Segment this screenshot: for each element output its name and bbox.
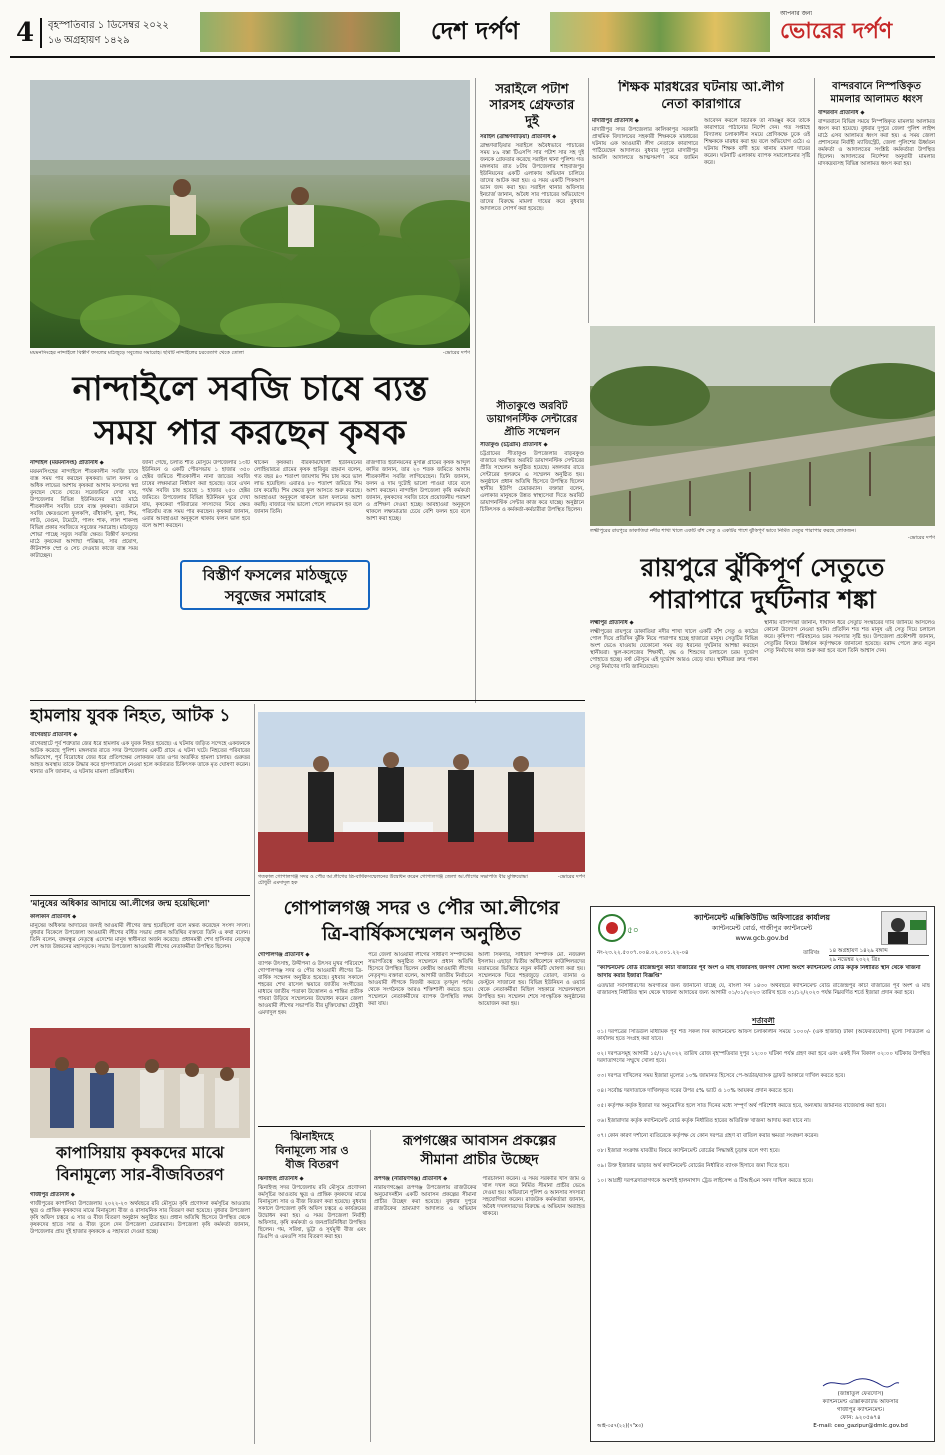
notice-portrait (881, 911, 927, 945)
shikkhok-text: মাদারীপুর সদর উপজেলার কালিকাপুর সরকারি প্রাথমিক বিদ্যালয়ের সহকারী শিক্ষককে মারধরের ঘটনায় এক আওয়ামী লীগ নেতাকে কারাগারে পাঠিয়েছেন আদালত। বুধবার দুপুরে মাদারীপুর আমলি আদালতে আত্মসমর্পণ করে জামিন আবেদন করলে বিচারক তা নামঞ্জুর করে তাকে কারাগারে পাঠানোর নির্দেশ দেন। গত সপ্তাহে বিদ্যালয় চলাকালীন সময়ে শ্রেণিকক্ষে ঢুকে ওই শিক্ষককে মারধর করা হয় বলে অভিযোগ ওঠে। এ ঘটনায় শিক্ষক বাদী হয়ে থানায় মামলা দায়ের করেন। ঘটনাটি এলাকায় ব্যাপক সমালোচনার সৃষ্টি করে। (592, 118, 810, 166)
condition-item: ০৩। দরপত্র দাখিলের সময় ইজারা মূল্যের ১০% জামানত হিসেবে পে-অর্ডার/ব্যাংক ড্রাফট আকারে দাখিল করতে হবে। (597, 1073, 846, 1079)
raipur-col-2-text: স্থানীয় বাসিন্দারা জানান, দীর্ঘদিন ধরে সেতুটি সংস্কারের দাবি জানিয়ে আসলেও কোনো উদ্যোগ নেওয়া হয়নি। প্রতিদিন শত শত মানুষ এই সেতু দিয়ে চলাচল করে। কৃষিপণ্য পরিবহনেও চরম সমস্যার সৃষ্টি হয়। উপজেলা প্রকৌশলী জানান, সেতুটির বিষয়ে ঊর্ধ্বতন কর্তৃপক্ষকে জানানো হয়েছে। বরাদ্দ পেলে দ্রুত নতুন সেতু নির্মাণের কাজ শুরু করা হবে বলে তিনি আশ্বাস দেন। (764, 620, 935, 654)
gopalganj-col-3-text: আলী সিকদার, সাধারণ সম্পাদক মো. নজরুল ইসলাম। এছাড়া দ্বিতীয় অধিবেশনে কাউন্সিলরদের মতামতের ভিত্তিতে নতুন কমিটি ঘোষণা করা হয়। সম্মেলনকে ঘিরে শহরজুড়ে তোরণ, ব্যানার ও ফেস্টুনে সাজানো হয়। বিভিন্ন ইউনিয়ন ও ওয়ার্ড থেকে নেতাকর্মীরা মিছিল সহকারে সম্মেলনস্থলে উপস্থিত হন। সম্মেলন শেষে সাংস্কৃতিক অনুষ্ঠানের আয়োজন করা হয়। (478, 952, 585, 1007)
paper-name: ভোরের দর্পণ (780, 18, 893, 44)
gopalganj-photo (258, 712, 585, 872)
saraile-body (480, 134, 584, 396)
lead-byline: নান্দাইল (ময়মনসিংহ) প্রতিনিধি ◆ (30, 460, 104, 466)
kapasia-text: গাজীপুরের কাপাসিয়া উপজেলায় ২০২২-২৩ অর্থবছরে রবি মৌসুমে কৃষি প্রণোদনা কর্মসূচির আওতায় ক্ষুদ্র ও প্রান্তিক কৃষকদের মাঝে বিনামূল্যে বীজ ও রাসায়নিক সার বিতরণ করা হয়েছে। বুধবার উপজেলা কৃষি অফিস চত্বরে এ সার ও বীজ বিতরণ অনুষ্ঠান অনুষ্ঠিত হয়। প্রধান অতিথি হিসেবে উপস্থিত থেকে কৃষকদের হাতে সার ও বীজ তুলে দেন উপজেলা চেয়ারম্যান। উপজেলা কৃষি কর্মকর্তা জানান, উপজেলার প্রায় দুই হাজার কৃষককে এ সহায়তা দেওয়া হচ্ছে। (30, 1200, 250, 1235)
rupganj-text: নারায়ণগঞ্জের রূপগঞ্জ উপজেলায় রাজউকের অনুমোদনহীন একটি আবাসন প্রকল্পের সীমানা প্রাচীর উচ্ছেদ করা হয়েছে। বুধবার দুপুরে রাজউকের ভ্রাম্যমাণ আদালত এ অভিযান পরিচালনা করেন। এ সময় সরকারি খাস জমি ও খাল দখল করে নির্মিত সীমানা প্রাচীর ভেঙে দেওয়া হয়। অভিযানে পুলিশ ও আনসার সদস্যরা সহযোগিতা করেন। রাজউক কর্মকর্তারা জানান, অবৈধ দখলদারদের বিরুদ্ধে এ অভিযান অব্যাহত থাকবে। (374, 1176, 585, 1217)
raipur-headline-1: রায়পুরে ঝুঁকিপূর্ণ সেতুতে (640, 553, 885, 582)
lead-photo-credit: -ভোরের দর্পণ (442, 350, 470, 356)
notice-phone: ফোন: ৯২০৫৬৭৪ (840, 1415, 881, 1421)
rupganj-byline: রূপগঞ্জ (নারায়ণগঞ্জ) প্রতিনিধি ◆ (374, 1176, 448, 1182)
sitakunda-body (480, 442, 584, 702)
notice-date-label: তারিখঃ (803, 950, 820, 956)
lead-photo-caption: ময়মনসিংহের নান্দাইলে বিস্তীর্ণ ফসলের মাঠজুড়ে সবুজের সমারোহ। ছবিটি নান্দাইলের চরবেতাগ থেকে তোলা (30, 350, 244, 356)
condition-item: ০২। দরপত্রসমূহ আগামী ১৫/১২/২০২২ তারিখ রোজ বৃহস্পতিবার দুপুর ১২:০০ ঘটিকা পর্যন্ত গ্রহণ করা হবে এবং একই দিন বিকাল ০২:০০ ঘটিকায় উপস্থিত দরদাতাগণের সম্মুখে খোলা হবে। (597, 1051, 930, 1064)
shikkhok-body (592, 118, 810, 323)
hamlay-byline: বাগেরহাট প্রতিনিধি ◆ (30, 732, 78, 738)
notice-conditions-title: শর্তাবলী (752, 1017, 775, 1025)
kapasia-photo (30, 1028, 250, 1138)
bandarban-body (818, 110, 935, 323)
raipur-headline-2: পারাপারে দুর্ঘটনার শঙ্কা (649, 585, 876, 614)
hamlay-text: বাগেরহাটে পূর্ব শত্রুতার জের ধরে হামলায় এক যুবক নিহত হয়েছে। এ ঘটনায় জড়িত সন্দেহে একজনকে আটক করেছে পুলিশ। মঙ্গলবার রাতে সদর উপজেলার একটি গ্রামে এ ঘটনা ঘটে। নিহতের পরিবারের অভিযোগ, পূর্ব বিরোধের জের ধরে প্রতিপক্ষের লোকজন তার ওপর অতর্কিত হামলা চালায়। গুরুতর আহত অবস্থায় তাকে উদ্ধার করে হাসপাতালে নেওয়া হলে কর্তব্যরত চিকিৎসক তাকে মৃত ঘোষণা করেন। থানার ওসি জানান, এ ঘটনায় মামলা প্রক্রিয়াধীন। (30, 740, 250, 775)
lead-col-4 (366, 460, 470, 690)
jhenaidah-headline-1: ঝিনাইদহে (290, 1130, 334, 1143)
raipur-col-2 (764, 620, 935, 900)
gopalganj-col-1 (258, 952, 363, 1122)
gopalganj-headline-1: গোপালগঞ্জ সদর ও পৌর আ.লীগের (283, 897, 560, 919)
shikkhok-byline: মাদারীপুর প্রতিনিধি ◆ (592, 118, 639, 124)
condition-item: ০১। দরপত্রের সিডিউল মাধ্যমিক পূর্ব শর্ত সকল দিন ক্যান্টনমেন্ট অফিস চলাকালীন সময়ে ১০০০/- (এক হাজার) টাকা (অফেরতযোগ্য) মূল্যে সিডিউল এ কার্যালয় হতে সংগ্রহ করা যাবে। (597, 1029, 930, 1042)
jhenaidah-byline: ঝিনাইদহ প্রতিনিধি ◆ (258, 1176, 304, 1182)
paper-tagline: আপনার জন্য (780, 10, 813, 17)
kapasia-headline-2: বিনামূল্যে সার-বীজবিতরণ (56, 1165, 224, 1184)
svg-text:৫০: ৫০ (627, 926, 639, 936)
condition-item: ০৯। উক্ত ইজারার ভাড়ার অর্থ ক্যান্টনমেন্ট বোর্ডের নির্ধারিত ব্যাংক হিসাবে জমা দিতে হবে। (597, 1163, 790, 1169)
gopalganj-col-2 (368, 952, 473, 1122)
gopalganj-col-3 (478, 952, 585, 1122)
notice-org: ক্যান্টনমেন্ট এক্সিকিউটিভ অফিসারের কার্যালয় (694, 913, 830, 922)
rupganj-headline-2: সীমানা প্রাচীর উচ্ছেদ (420, 1152, 539, 1168)
notice-conditions-list (597, 1029, 930, 1369)
notice-date-bn: ১৪ অগ্রহায়ণ ১৪২৯ বঙ্গাব্দ (829, 948, 888, 954)
bandarban-headline-1: বান্দরবানে নিস্পত্তিকৃত (832, 81, 921, 92)
date-line-1: বৃহস্পতিবার ১ ডিসেম্বর ২০২২ (48, 20, 169, 31)
raipur-byline: লক্ষ্মীপুর প্রতিনিধি ◆ (590, 620, 634, 626)
kapasia-body (30, 1192, 250, 1442)
bandarban-byline: বান্দরবান প্রতিনিধি ◆ (818, 110, 865, 116)
saraile-text: ব্রাহ্মণবাড়িয়ার সরাইলে অবৈধভাবে পাচারের সময় ৮৯ বস্তা টিএসপি সার পটাশ সার সহ দুই জনকে গ্রেফতার করেছে সরাইল থানা পুলিশ। গত মঙ্গলবার রাত ৮টায় উপজেলার শাহবাজপুর ইউনিয়নের একটি এলাকায় অভিযান চালিয়ে তাদের আটক করা হয়। এ সময় একটি পিকআপ ভ্যান জব্দ করা হয়। সরাইল থানার অফিসার ইনচার্জ জানান, অবৈধ সার পাচারের অভিযোগে তাদের বিরুদ্ধে মামলা দায়ের করে বুধবার আদালতে সোপর্দ করা হয়েছে। (480, 142, 584, 212)
jhenaidah-text: ঝিনাইদহ সদর উপজেলায় রবি মৌসুমে প্রণোদনা কর্মসূচির আওতায় ক্ষুদ্র ও প্রান্তিক কৃষকদের মাঝে বিনামূল্যে সার ও বীজ বিতরণ করা হয়েছে। বুধবার সকালে উপজেলা কৃষি অফিস চত্বরে এ কার্যক্রমের উদ্বোধন করা হয়। এ সময় উপজেলা নির্বাহী অফিসার, কৃষি কর্মকর্তা ও জনপ্রতিনিধিরা উপস্থিত ছিলেন। গম, সরিষা, ভুট্টা ও সূর্যমুখী বীজ এবং ডিএপি ও এমওপি সার বিতরণ করা হয়। (258, 1184, 366, 1240)
gopalganj-col-2-text: পরে জেলা আওয়ামী লীগের সাধারণ সম্পাদকের সভাপতিত্বে অনুষ্ঠিত সম্মেলনে প্রধান অতিথি হিসেবে উপস্থিত ছিলেন কেন্দ্রীয় আওয়ামী লীগের নেতৃবৃন্দ। বক্তারা বলেন, আগামী জাতীয় নির্বাচনে আওয়ামী লীগকে বিজয়ী করতে তৃণমূল পর্যায় থেকে সংগঠনকে আরও শক্তিশালী করতে হবে। সম্মেলনে নেতাকর্মীদের ব্যাপক উপস্থিতি লক্ষ্য করা যায়। (368, 952, 473, 1007)
notice-email: E-mail: ceo_gazipur@dmlc.gov.bd (813, 1423, 908, 1429)
page-number: 4 (16, 18, 35, 48)
condition-item: ০৭। কোন কারণ দর্শানো ব্যতিরেকে কর্তৃপক্ষ যে কোন দরপত্র গ্রহণ বা বাতিল করার ক্ষমতা সংরক্ষণ করেন। (597, 1133, 819, 1139)
bandarban-text: বান্দরবানে বিভিন্ন সময়ে নিস্পত্তিকৃত মামলার আলামত ধ্বংস করা হয়েছে। বুধবার দুপুরে জেলা পুলিশ লাইন্স মাঠে এসব আলামত ধ্বংস করা হয়। এ সময় জেলা প্রশাসনের নির্বাহী ম্যাজিস্ট্রেট, জেলা পুলিশের ঊর্ধ্বতন কর্মকর্তা ও আদালতের সংশ্লিষ্ট কর্মকর্তারা উপস্থিত ছিলেন। আদালতের নির্দেশনা অনুযায়ী মামলার মাদকদ্রব্যসহ বিভিন্ন আলামত ধ্বংস করা হয়। (818, 118, 935, 167)
lead-photo (30, 80, 470, 348)
saraile-headline-1: সরাইলে পটাশ (495, 82, 569, 97)
sitakunda-text: চট্টগ্রামের সীতাকুণ্ড উপজেলার বাড়বকুণ্ড বাজারে অবস্থিত অরবিট ডায়াগনস্টিক সেন্টারের প্রীতি সম্মেলন অনুষ্ঠিত হয়েছে। মঙ্গলবার রাতে সেন্টারের হলরুমে এ সম্মেলন অনুষ্ঠিত হয়। অনুষ্ঠানে প্রধান অতিথি হিসেবে উপস্থিত ছিলেন স্থানীয় ইউপি চেয়ারম্যান। বক্তারা বলেন, এলাকার মানুষকে উন্নত স্বাস্থ্যসেবা দিতে অরবিট ডায়াগনস্টিক সেন্টার কাজ করে যাচ্ছে। অনুষ্ঠানে চিকিৎসক ও কর্মকর্তা-কর্মচারীরা উপস্থিত ছিলেন। (480, 450, 584, 513)
saraile-headline-2: সারসহ গ্রেফতার (489, 98, 575, 113)
lead-headline-line-2: সময় পার করছেন কৃষক (94, 413, 406, 453)
manush-byline: কালকিনি প্রতিনিধি ◆ (30, 914, 77, 920)
sitakunda-headline-1: সীতাকুণ্ডে অরবিট (496, 401, 568, 412)
notice-sub: ক্যান্টনমেন্ট বোর্ড, গাজীপুর ক্যান্টনমেন্ট (711, 924, 813, 932)
raipur-photo (590, 326, 935, 526)
notice-date-en: ২৯ নভেম্বর ২০২২ খ্রিঃ (829, 955, 929, 964)
kapasia-byline: গাজীপুর প্রতিনিধি ◆ (30, 1192, 75, 1198)
notice-title: "ক্যান্টনমেন্ট বোর্ড রাজেন্দ্রপুর কাঁচা বাজারের পূর্ব অংশ ও মাছ বাজারসহ জনগণ খোলা অংশে ক্যান্টনমেন্ট বোর্ড কর্তৃক নির্ধারিত স্থান থেকে খাজনা আদায় করার ইজারা বিজ্ঞপ্তি" (597, 965, 921, 979)
manush-headline: 'মানুষের অধিকার আদায়ে আ.লীগের জন্ম হয়েছিলো' (30, 899, 210, 909)
lead-pullquote (180, 560, 370, 610)
lead-col-3-text: থাকেন কৃষকরা। বীরকামটখালী ইউনিয়নের লোহিয়ারচর গ্রামের কৃষক হাবিবুর রহমান বলেন, গত বছর ৪০ শতাংশ জায়গায় শিম চাষ করে ভাল লাভ হয়েছিল। এবারও ৮০ শতাংশ জমিতে শিম চাষ করেছি। শিম ক্ষেতে ফুল আসতে শুরু করেছে। আবহাওয়া অনুকূলে থাকলে ভাল ফলনের আশা করছি। বাজারে দাম ভালো পেলে লাভবান হব বলে জানান তিনি। (254, 460, 362, 515)
gopalganj-byline: গোপালগঞ্জ প্রতিনিধি ◆ (258, 952, 310, 958)
gopalganj-photo-caption: গতকাল গোপালগঞ্জ সদর ও পৌর আ.লীগের ত্রি-বার্ষিকসম্মেলনের উদ্বোধন করেন গোপালগঞ্জ জেলা আ.লীগের সভাপতি বীর মুক্তিযোদ্ধা চৌধুরী এমদাদুল হক (258, 874, 528, 886)
raipur-col-1 (590, 620, 758, 900)
rupganj-headline-1: রূপগঞ্জের আবাসন প্রকল্পের (402, 1133, 557, 1149)
hamlay-headline: হামলায় যুবক নিহত, আটক ১ (30, 706, 231, 726)
bandarban-headline-2: মামলার আলামত ধ্বংস (830, 94, 923, 105)
notice-signer-title: ক্যান্টনমেন্ট এক্সিকিউটিভ অফিসার (822, 1399, 899, 1405)
condition-item: ০৮। ইজারা সংক্রান্ত যাবতীয় বিষয়ে ক্যান্টনমেন্ট বোর্ডের সিদ্ধান্তই চূড়ান্ত বলে গণ্য হবে। (597, 1148, 780, 1154)
kapasia-headline-1: কাপাসিয়ায় কৃষকদের মাঝে (55, 1143, 225, 1162)
saraile-headline-3: দুই (525, 114, 539, 129)
sitakunda-headline-3: প্রীতি সম্মেলন (504, 427, 560, 438)
manush-body (30, 914, 250, 1024)
masthead-photo-strip-right (550, 12, 770, 52)
pullquote-line-1: বিস্তীর্ণ ফসলের মাঠজুড়ে (202, 566, 348, 584)
lead-col-2-text: জানা গেছে, চলতি শীত মৌসুমে উপজেলার ১৩টি ইউনিয়ন ও একটি পৌরসভায় ১ হাজার ৩৫০ হেক্টর জমিতে শীতকালীন নানা জাতের সবজি চাষের লক্ষ্যমাত্রা নির্ধারণ করা হয়েছে। তবে এখন পর্যন্ত সবজি চাষ হয়েছে ১ হাজার ২৫০ হেক্টর জমিতে। উপজেলার বিভিন্ন ইউনিয়ন ঘুরে দেখা যায়, কৃষকেরা পরিবারের সদস্যদের নিয়ে ক্ষেত পরিচর্যায় ব্যস্ত সময় পার করছেন। কৃষকরা জানান, এবার আবহাওয়া অনুকূলে থাকায় ফলন ভাল হবে বলে আশা করছেন। (142, 460, 250, 529)
notice-signature (821, 1377, 901, 1389)
jhenaidah-headline-2: বিনামূল্যে সার ও (275, 1144, 349, 1157)
gopalganj-headline-2: ত্রি-বার্ষিকসম্মেলন অনুষ্ঠিত (322, 923, 521, 945)
sitakunda-headline-2: ডায়াগনস্টিক সেন্টারের (486, 414, 578, 425)
lead-col-4-text: রাজগাতি ইউনিয়নের মুসল্লি গ্রামের কৃষক আব্দুল কাদির জানান, তার ২০ শতক জমিতে আগাম শীতকালীন সবজি লাগিয়েছেন। তিনি জানান, ফলন ও দাম দুটোই ভালো পাওয়া যাবে বলে আশা করছেন। নান্দাইল উপজেলা কৃষি কর্মকর্তা জানান, কৃষকদের সবজি চাষে প্রয়োজনীয় পরামর্শ ও প্রশিক্ষণ দেওয়া হচ্ছে। আবহাওয়া অনুকূলে থাকলে লক্ষ্যমাত্রার চেয়ে বেশি ফলন হবে বলে আশা করা হচ্ছে। (366, 460, 470, 522)
condition-item: ০৬। ইজারাদার কর্তৃক ক্যান্টনমেন্ট বোর্ড কর্তৃক নির্ধারিত হারের অতিরিক্ত খাজনা আদায় করা যাবে না। (597, 1118, 811, 1124)
tender-notice (590, 906, 935, 1442)
saraile-byline: সরাইল (ব্রাহ্মণবাড়িয়া) প্রতিনিধি ◆ (480, 134, 557, 140)
gopalganj-col-1-text: ব্যাপক উৎসাহ, উদ্দীপনা ও উৎসব মুখর পরিবেশে গোপালগঞ্জ সদর ও পৌর আওয়ামী লীগের ত্রি-বার্ষিক সম্মেলন অনুষ্ঠিত হয়েছে। বুধবার সকালে শহরের শেখ রাসেল স্কয়ারে জাতীয় সংগীতের মাধ্যমে জাতীয় পতাকা উত্তোলন ও শান্তির প্রতীক পায়রা উড়িয়ে সম্মেলনের উদ্বোধন করেন জেলা আওয়ামী লীগের সভাপতি বীর মুক্তিযোদ্ধা চৌধুরী এমদাদুল হক। (258, 960, 363, 1016)
jhenaidah-headline-3: বীজ বিতরণ (285, 1158, 339, 1171)
shikkhok-headline-1: শিক্ষক মারধরের ঘটনায় আ.লীগ (618, 80, 784, 95)
raipur-photo-credit: -ভোরের দর্পণ (907, 535, 935, 541)
lead-col-1-text: ময়মনসিংহের নান্দাইলে শীতকালীন সবজি চাষে ব্যস্ত সময় পার করছেন কৃষকরা। ভাল ফলন ও অধিক লাভের আশায় কৃষকরা আগাম ফসলের স্বপ্ন বুনছেন খেতে খেতে। সরেজমিনে দেখা যায়, উপজেলার বিভিন্ন ইউনিয়নের মাঠে মাঠে শীতকালীন সবজি চাষে ব্যস্ত কৃষকরা। বর্তমানে সবজি ক্ষেতগুলো ফুলকপি, বাঁধাকপি, মুলা, শিম, লাউ, বেগুন, টমেটো, পালং শাক, লাল শাকসহ বিভিন্ন প্রকার সবজিতে সবুজের সমারোহ। মাঠজুড়ে শোভা পাচ্ছে সবুজ সবজি ক্ষেত। বিস্তীর্ণ ফসলের মাঠে কৃষকেরা আগাছা পরিষ্কার, সার প্রয়োগ, কীটনাশক স্প্রে ও সেচ দেওয়ার কাজে ব্যস্ত সময় কাটাচ্ছেন। (30, 468, 138, 559)
date-line-2: ১৬ অগ্রহায়ণ ১৪২৯ (48, 35, 130, 46)
raipur-col-1-text: লক্ষ্মীপুরের রায়পুরে ডাকাতিয়া নদীর শাখা খালে একটি বাঁশ সেতু ও কাঠের পোল দিয়ে প্রতিদিন ঝুঁকি নিয়ে পারাপার হচ্ছে হাজারো মানুষ। সেতুটির বিভিন্ন অংশ ভেঙে যাওয়ায় যেকোনো সময় বড় ধরনের দুর্ঘটনার আশঙ্কা করছেন স্থানীয়রা। স্কুল-কলেজের শিক্ষার্থী, বৃদ্ধ ও শিশুদের চলাচলে চরম দুর্ভোগ পোহাতে হচ্ছে। বর্ষা মৌসুমে এই দুর্ভোগ আরও বেড়ে যায়। স্থানীয়রা দ্রুত পাকা সেতু নির্মাণের দাবি জানিয়েছেন। (590, 628, 758, 670)
lead-col-1 (30, 460, 138, 690)
manush-text: মানুষের অধিকার আদায়ের জন্যই আওয়ামী লীগের জন্ম হয়েছিলো বলে মন্তব্য করেছেন সংসদ সদস্য। বুধবার বিকেলে উপজেলা আওয়ামী লীগের বর্ধিত সভায় প্রধান অতিথির বক্তব্যে তিনি এ কথা বলেন। তিনি বলেন, বঙ্গবন্ধুর নেতৃত্বে এদেশের মানুষ স্বাধীনতা অর্জন করেছে। প্রধানমন্ত্রী শেখ হাসিনার নেতৃত্বে দেশ আজ উন্নয়নের মহাসড়কে। সভায় উপজেলা আওয়ামী লীগের নেতাকর্মীরা উপস্থিত ছিলেন। (30, 922, 250, 950)
jhenaidah-body (258, 1176, 366, 1442)
condition-item: ১০। আগ্রহী দরপত্রদাতাগণকে অবশ্যই হালনাগাদ ট্রেড লাইসেন্স ও টিআইএন সনদ দাখিল করতে হবে। (597, 1178, 813, 1184)
notice-emblem (597, 913, 641, 943)
shikkhok-headline-2: নেতা কারাগারে (661, 97, 741, 112)
masthead (10, 8, 935, 74)
section-title: দেশ দর্পণ (430, 16, 520, 45)
condition-item: ০৫। কর্তৃপক্ষ কর্তৃক ইজারা দর অনুমোদিত হলে সাত দিনের মধ্যে সম্পূর্ণ অর্থ পরিশোধ করতে হবে, অন্যথায় জামানত বাজেয়াপ্ত করা হবে। (597, 1103, 886, 1109)
notice-intro: এতদ্বারা সর্বসাধারণের অবগতির জন্য জানানো যাচ্ছে যে, বাংলা সন ১৪৩০ অর্থবছরে ক্যান্টনমেন্ট বোর্ড রাজেন্দ্রপুর কাঁচা বাজারের পূর্ব অংশ ও মাছ বাজারসহ নির্ধারিত স্থান থেকে খাজনা আদায়ের জন্য আগামী ০১/০১/২০২৩ তারিখ হতে ৩১/১২/২০২৩ পর্যন্ত নিম্নবর্ণিত শর্তে ইজারা প্রদান করা হবে। (597, 983, 930, 996)
notice-signer-office: গাজীপুর ক্যান্টনমেন্ট। (836, 1407, 885, 1413)
masthead-photo-strip-left (200, 12, 400, 52)
pullquote-line-2: সবুজের সমারোহ (224, 587, 326, 605)
raipur-photo-caption: লক্ষ্মীপুরের রায়পুরে ডাকাতিয়া নদীর শাখা খালে একটি বাঁশ সেতু ও একটির পাশে ঝুঁকিপূর্ণ ভাবে নির্মিত সেতুর পারাপার করছে লোকজন। (590, 528, 856, 534)
lead-headline-line-1: নান্দাইলে সবজি চাষে ব্যস্ত (72, 369, 428, 409)
gopalganj-photo-credit: -ভোরের দর্পণ (557, 874, 585, 880)
notice-signer-name: (জান্নাতুল ফেরদৌস) (837, 1391, 884, 1397)
condition-item: ০৪। সর্বোচ্চ দরদাতাকে দাখিলকৃত দরের উপর ৫% ভ্যাট ও ১০% আয়কর প্রদান করতে হবে। (597, 1088, 794, 1094)
notice-footer-ref: আই-৩৫৭(২২)(৭"x৩) (597, 1423, 644, 1429)
notice-ref: নং-২৩.২২.৫০০৭.০০৪.০২.০০১.২২-০৪ (597, 950, 689, 956)
rupganj-body (374, 1176, 585, 1442)
hamlay-body (30, 732, 250, 890)
notice-website: www.gcb.gov.bd (735, 934, 789, 942)
sitakunda-byline: সীতাকুণ্ড (চট্টগ্রাম) প্রতিনিধি ◆ (480, 442, 548, 448)
